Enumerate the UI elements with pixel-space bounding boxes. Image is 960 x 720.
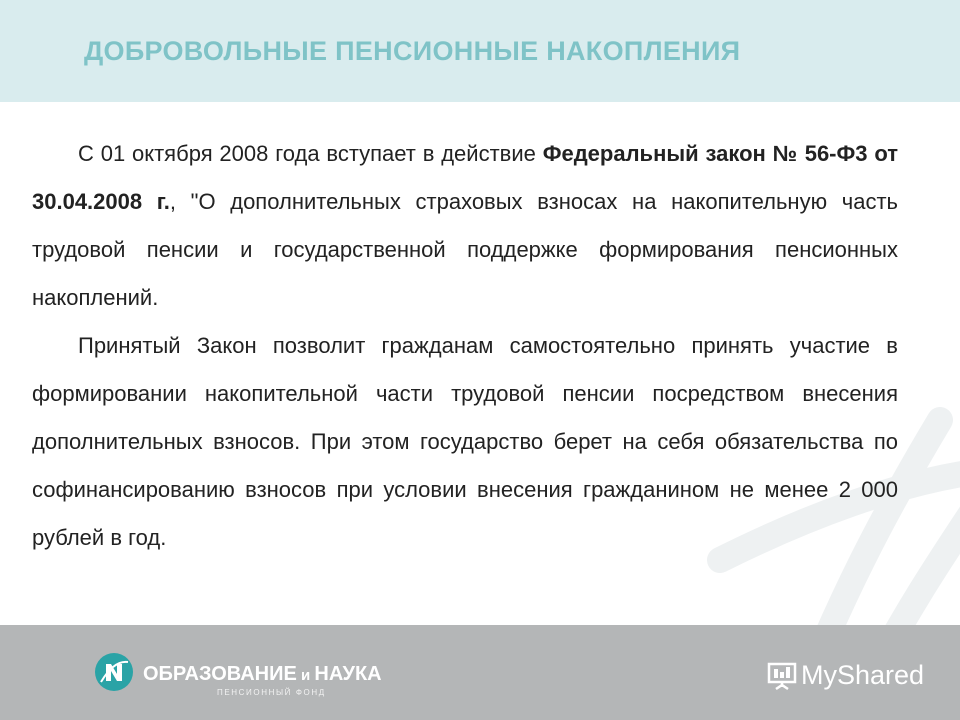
paragraph-law-rest: , "О дополнительных страховых взносах на накопительную часть трудовой пенсии и государственной поддержке формирования пенсионных накоплений. xyxy=(32,189,898,310)
slide-title: ДОБРОВОЛЬНЫЕ ПЕНСИОННЫЕ НАКОПЛЕНИЯ xyxy=(84,36,741,66)
paragraph-law-effect: Принятый Закон позволит гражданам самостоятельно принять участие в формировании накопительной части трудовой пенсии посредством внесения дополнительных взносов. При этом государство берет на себя обязательства по софинансированию взносов при условии внесения гражданином не менее 2 000 рублей в год. xyxy=(32,333,898,550)
fund-logo-icon xyxy=(94,652,134,692)
fund-brand-name xyxy=(143,663,382,686)
paragraph-law xyxy=(32,130,898,322)
law-reference: Федеральный закон № 56-Ф3 от 30.04.2008 г. xyxy=(32,141,899,214)
slide-header xyxy=(0,0,960,102)
presentation-icon xyxy=(767,661,797,691)
slide-footer xyxy=(0,625,960,720)
myshared-label: MyShared xyxy=(801,660,925,690)
slide-body xyxy=(32,130,898,562)
paragraph-law-intro: С 01 октября 2008 года вступает в действие xyxy=(78,141,543,166)
brand-part1: ОБРАЗОВАНИЕ xyxy=(143,663,297,685)
myshared-watermark xyxy=(767,660,924,691)
brand-part2: НАУКА xyxy=(314,663,382,685)
fund-brand-subtitle: ПЕНСИОННЫЙ ФОНД xyxy=(217,688,326,697)
brand-conjunction: и xyxy=(296,667,315,684)
